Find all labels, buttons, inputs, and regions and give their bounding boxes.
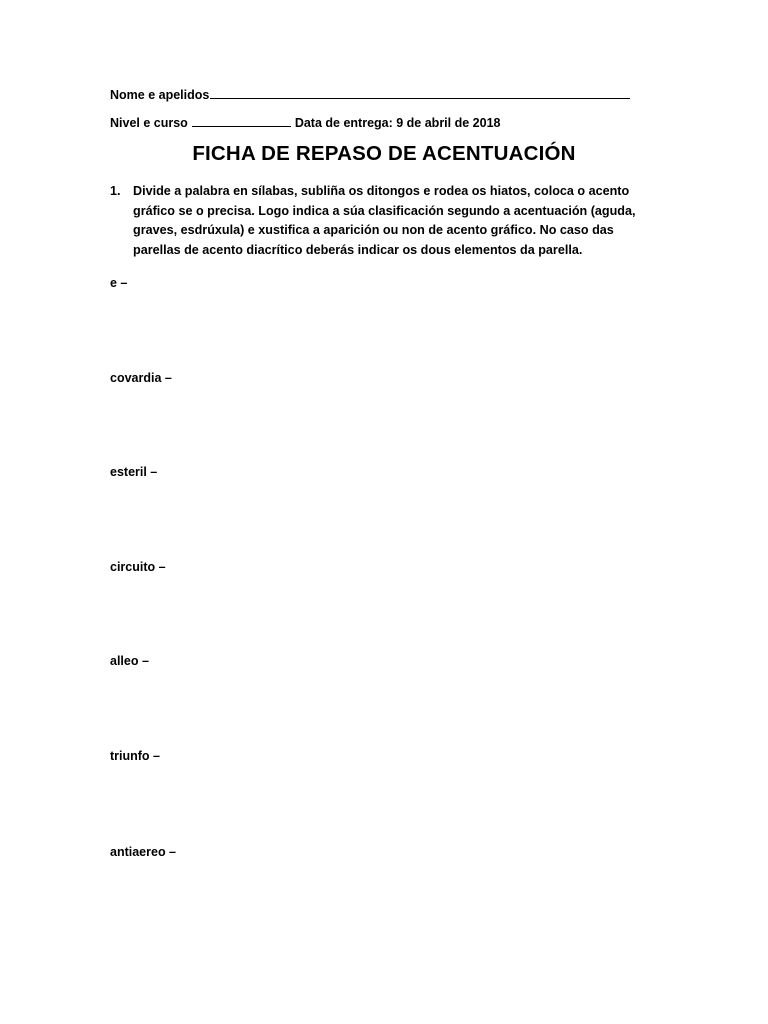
word-item-antiaereo: antiaereo – — [110, 845, 177, 859]
course-label: Nivel e curso — [110, 116, 188, 130]
exercise-number: 1. — [110, 184, 121, 198]
exercise-instruction — [110, 182, 658, 260]
word-item-e: e – — [110, 276, 128, 290]
course-date-row — [110, 114, 500, 130]
word-item-esteril: esteril – — [110, 465, 158, 479]
name-field-row — [110, 86, 630, 102]
exercise-text: Divide a palabra en sílabas, subliña os ditongos e rodea os hiatos, coloca o acento gráfico se o precisa. Logo indica a súa clasificación segundo a acentuación (aguda, graves, esdrúxula) e xustifica a aparición ou non de acento gráfico. No caso das parellas de acento diacrítico deberás indicar os dous elementos da parella. — [133, 184, 636, 257]
word-item-covardia: covardia – — [110, 371, 172, 385]
name-blank-line[interactable] — [210, 86, 630, 99]
course-blank-line[interactable] — [192, 114, 291, 127]
word-item-alleo: alleo – — [110, 654, 149, 668]
due-date-text: Data de entrega: 9 de abril de 2018 — [294, 116, 501, 130]
page-title: FICHA DE REPASO DE ACENTUACIÓN — [192, 142, 576, 165]
name-label: Nome e apelidos — [110, 88, 210, 102]
word-item-circuito: circuito – — [110, 560, 166, 574]
word-item-triunfo: triunfo – — [110, 749, 160, 763]
